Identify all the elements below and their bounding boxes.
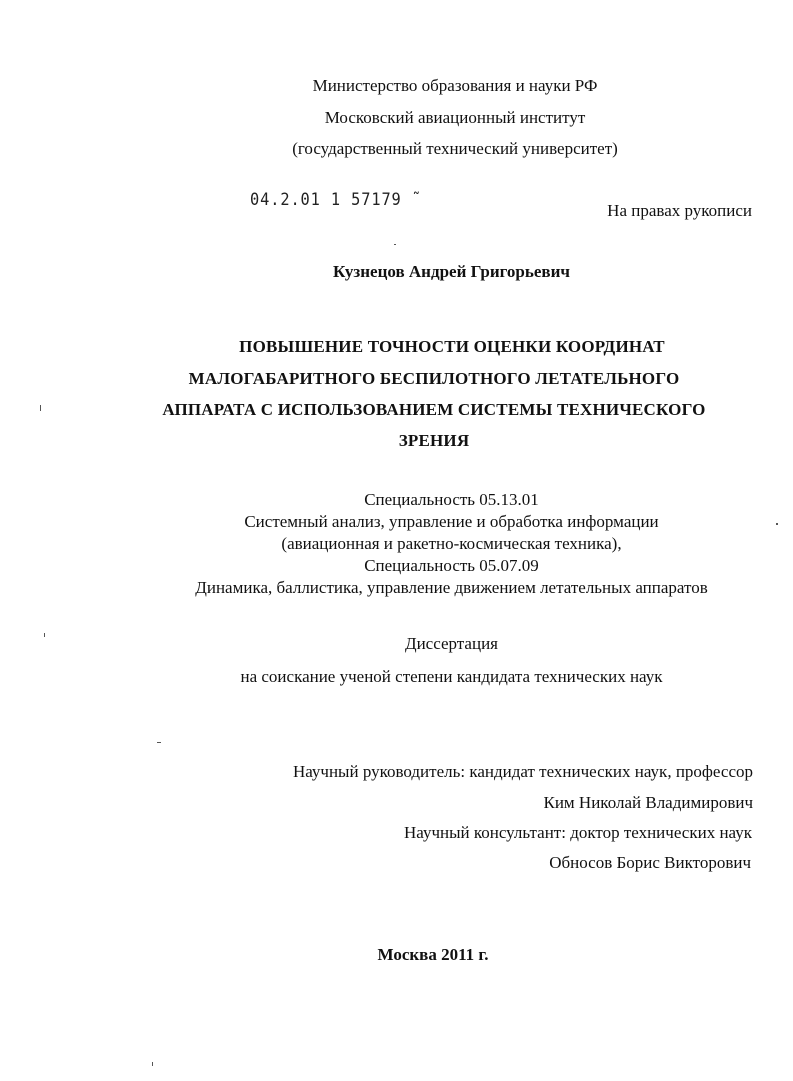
scan-speck <box>40 405 41 411</box>
specialty-2-description: Динамика, баллистика, управление движением летательных аппаратов <box>195 578 708 597</box>
author-name: Кузнецов Андрей Григорьевич <box>333 262 570 281</box>
title-line: ПОВЫШЕНИЕ ТОЧНОСТИ ОЦЕНКИ КООРДИНАТ <box>239 337 665 356</box>
university-name: (государственный технический университет) <box>292 139 618 158</box>
specialty-1-note: (авиационная и ракетно-космическая техника), <box>281 534 622 553</box>
consultant-label: Научный консультант: доктор технических наук <box>403 823 752 842</box>
consultant-name: Обносов Борис Викторович <box>549 853 751 872</box>
scan-speck <box>776 523 778 525</box>
title-line: АППАРАТА С ИСПОЛЬЗОВАНИЕМ СИСТЕМЫ ТЕХНИЧЕСКОГО <box>162 400 706 419</box>
supervisor-name: Ким Николай Владимирович <box>543 793 753 812</box>
ministry-name: Министерство образования и науки РФ <box>312 76 598 95</box>
scan-speck <box>44 633 45 637</box>
supervisor-label: Научный руководитель: кандидат технических наук, профессор <box>292 762 753 781</box>
city-year: Москва 2011 г. <box>377 945 489 964</box>
scan-speck <box>152 1062 153 1066</box>
specialty-2-code: Специальность 05.07.09 <box>364 556 539 575</box>
specialty-1-description: Системный анализ, управление и обработка информации <box>244 512 659 531</box>
scan-speck <box>157 742 161 743</box>
specialty-1-code: Специальность 05.13.01 <box>364 490 539 509</box>
registration-stamp: 04.2.01 1 57179 ˜ <box>250 190 422 210</box>
work-type: Диссертация <box>404 634 498 653</box>
title-line: МАЛОГАБАРИТНОГО БЕСПИЛОТНОГО ЛЕТАТЕЛЬНОГО <box>188 369 680 388</box>
manuscript-rights: На правах рукописи <box>607 201 752 220</box>
degree-sought: на соискание ученой степени кандидата технических наук <box>240 667 663 686</box>
title-line: ЗРЕНИЯ <box>398 431 470 450</box>
scan-speck <box>394 244 396 245</box>
institute-name: Московский авиационный институт <box>324 108 586 127</box>
